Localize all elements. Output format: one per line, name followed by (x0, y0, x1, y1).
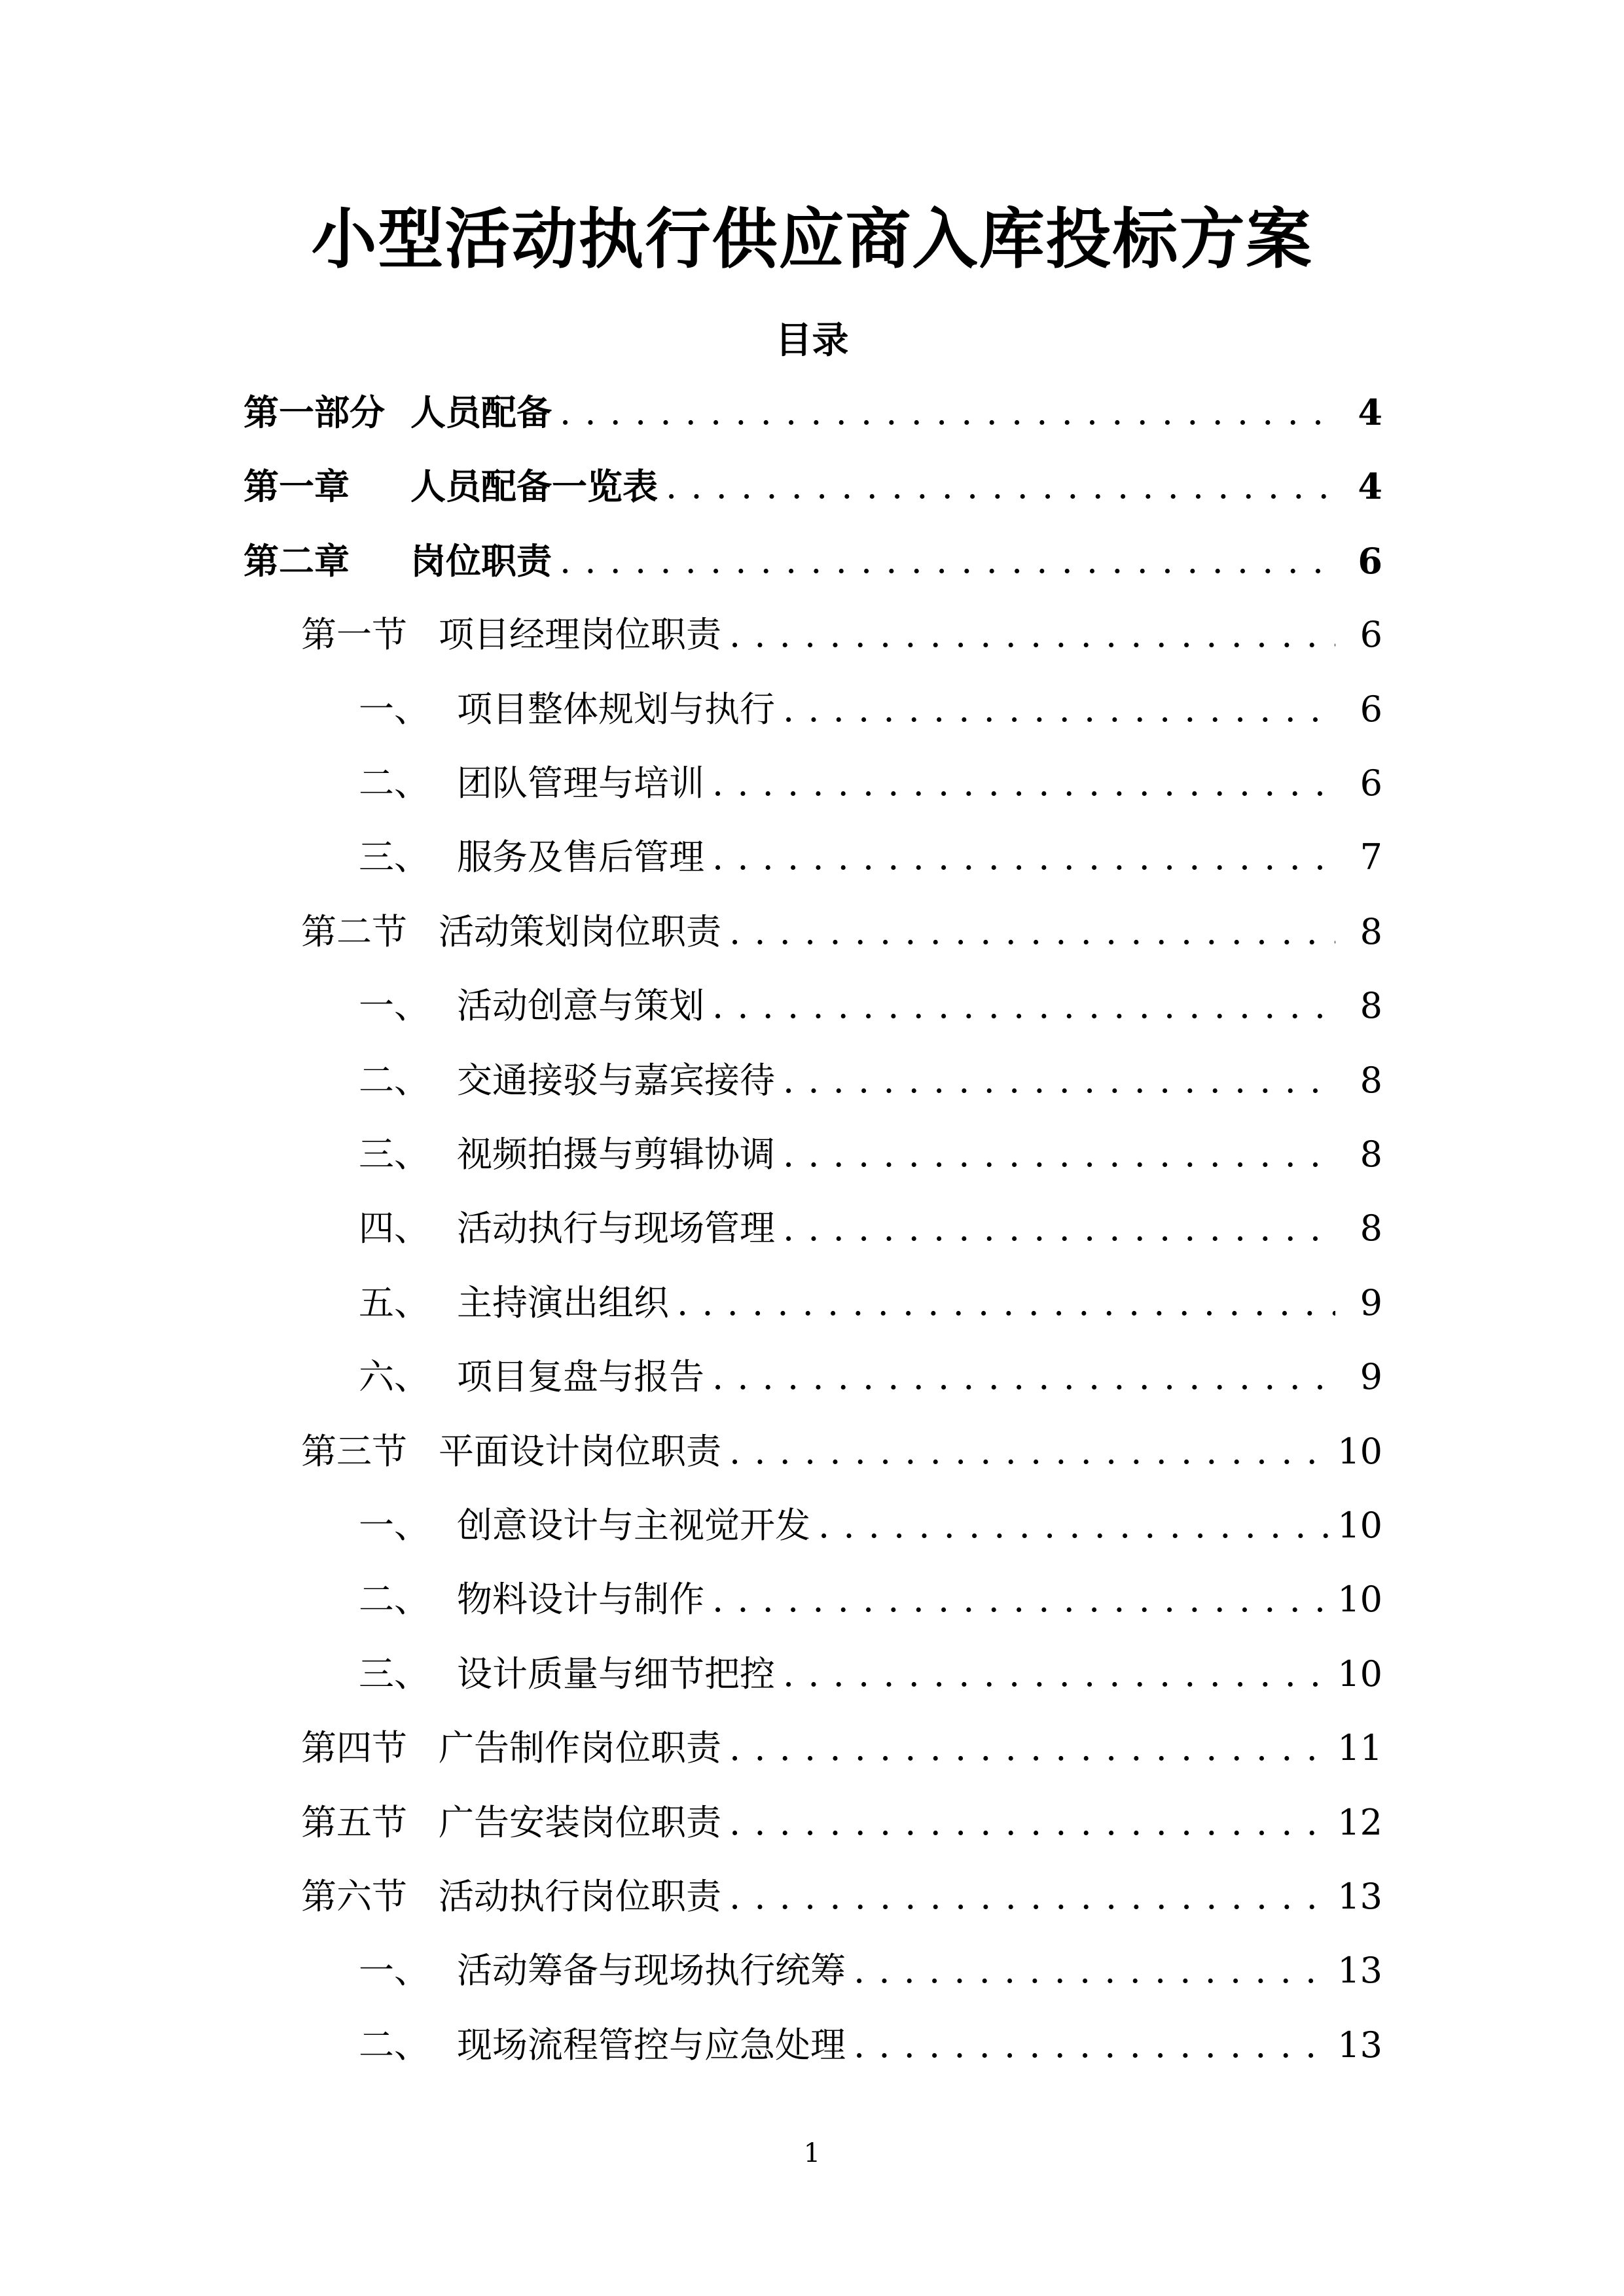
page-number: 1 (803, 2138, 821, 2168)
toc-entry-number: 三、 (359, 1653, 429, 1695)
toc-entry-label (359, 1945, 846, 1997)
toc-dot-leader (729, 1797, 1329, 1849)
toc-dot-leader (712, 1351, 1335, 1403)
toc-entry-page: 12 (1337, 1801, 1382, 1843)
toc-dot-leader (783, 1648, 1329, 1700)
toc-entry-number: 第三节 (301, 1430, 407, 1472)
toc-entry[interactable] (359, 757, 1382, 810)
toc-entry[interactable] (359, 1499, 1382, 1552)
toc-entry-title: 活动筹备与现场执行统筹 (457, 1950, 846, 1992)
toc-dot-leader (712, 980, 1335, 1032)
toc-entry-number: 第四节 (301, 1727, 407, 1769)
toc-entry[interactable] (359, 683, 1382, 736)
toc-entry-label (244, 535, 552, 587)
toc-entry[interactable] (359, 831, 1382, 884)
toc-dot-leader (560, 386, 1335, 439)
toc-dot-leader (783, 1128, 1335, 1181)
toc-entry-number: 三、 (359, 1134, 429, 1175)
toc-entry-number: 第一节 (301, 614, 407, 656)
toc-dot-leader (783, 683, 1335, 736)
toc-entry[interactable] (244, 386, 1382, 439)
toc-entry-number: 二、 (359, 1059, 429, 1101)
toc-entry-page: 6 (1360, 762, 1382, 804)
toc-entry-number: 二、 (359, 762, 429, 804)
toc-entry-title: 活动创意与策划 (457, 985, 704, 1027)
toc-entry-page: 8 (1360, 985, 1382, 1027)
toc-entry-title: 视频拍摄与剪辑协调 (457, 1134, 775, 1175)
toc-heading: 目录 (775, 319, 849, 362)
toc-entry[interactable] (301, 1871, 1382, 1923)
toc-entry[interactable] (301, 1797, 1382, 1849)
toc-entry-label (359, 1648, 775, 1700)
toc-entry-title: 广告制作岗位职责 (439, 1727, 721, 1769)
toc-entry[interactable] (359, 1648, 1382, 1700)
toc-entry-label (359, 1573, 704, 1626)
toc-entry-number: 一、 (359, 1505, 429, 1546)
toc-dot-leader (712, 1573, 1329, 1626)
toc-entry-label (301, 1871, 721, 1923)
toc-dot-leader (818, 1499, 1329, 1552)
toc-entry-label (359, 757, 704, 810)
toc-entry-page: 9 (1360, 1282, 1382, 1323)
toc-entry-title: 项目经理岗位职责 (439, 614, 721, 656)
toc-entry-number: 第一部分 (244, 391, 385, 433)
toc-dot-leader (712, 757, 1335, 810)
toc-entry[interactable] (301, 1722, 1382, 1774)
toc-entry-page: 11 (1337, 1727, 1382, 1769)
toc-entry[interactable] (301, 906, 1382, 958)
toc-entry[interactable] (359, 1573, 1382, 1626)
toc-entry[interactable] (359, 1945, 1382, 1997)
toc-entry-title: 团队管理与培训 (457, 762, 704, 804)
toc-entry-title: 项目整体规划与执行 (457, 688, 775, 730)
toc-dot-leader (783, 1202, 1335, 1255)
toc-entry-title: 活动执行与现场管理 (457, 1208, 775, 1249)
toc-entry-page: 9 (1360, 1356, 1382, 1398)
toc-entry-title: 创意设计与主视觉开发 (457, 1505, 810, 1546)
toc-entry[interactable] (359, 1277, 1382, 1329)
toc-entry-title: 活动执行岗位职责 (439, 1876, 721, 1917)
toc-entry[interactable] (244, 460, 1382, 512)
toc-dot-leader (854, 1945, 1329, 1997)
toc-entry-number: 第一章 (244, 465, 350, 508)
toc-entry-label (359, 1277, 669, 1329)
toc-entry-page: 4 (1358, 465, 1382, 508)
toc-entry-number: 第二章 (244, 539, 350, 582)
toc-entry-title: 物料设计与制作 (457, 1579, 704, 1621)
toc-dot-leader (729, 1871, 1329, 1923)
toc-entry[interactable] (359, 1054, 1382, 1107)
toc-entry-number: 二、 (359, 2024, 429, 2066)
toc-entry-label (359, 2019, 846, 2072)
toc-dot-leader (854, 2019, 1329, 2072)
toc-entry-number: 一、 (359, 985, 429, 1027)
toc-entry[interactable] (359, 1351, 1382, 1403)
toc-entry-page: 13 (1337, 1876, 1382, 1917)
toc-entry-number: 第五节 (301, 1801, 407, 1843)
toc-entry-label (359, 1351, 704, 1403)
toc-entry-page: 10 (1337, 1579, 1382, 1621)
toc-entry[interactable] (359, 2019, 1382, 2072)
toc-entry-page: 8 (1360, 910, 1382, 952)
toc-entry[interactable] (301, 1426, 1382, 1478)
toc-entry-title: 项目复盘与报告 (457, 1356, 704, 1398)
toc-entry-label (244, 386, 552, 439)
toc-entry-title: 交通接驳与嘉宾接待 (457, 1059, 775, 1101)
toc-entry-label (301, 609, 721, 661)
toc-entry-title: 活动策划岗位职责 (439, 910, 721, 952)
toc-entry[interactable] (359, 1202, 1382, 1255)
toc-dot-leader (729, 1722, 1329, 1774)
toc-entry-title: 服务及售后管理 (457, 836, 704, 878)
toc-entry-page: 4 (1358, 391, 1382, 433)
toc-dot-leader (783, 1054, 1335, 1107)
toc-dot-leader (712, 831, 1335, 884)
toc-entry-number: 三、 (359, 836, 429, 878)
toc-entry-label (301, 1426, 721, 1478)
toc-entry-label (301, 1797, 721, 1849)
toc-entry-title: 广告安装岗位职责 (439, 1801, 721, 1843)
toc-entry-title: 岗位职责 (410, 539, 552, 582)
toc-entry-number: 五、 (359, 1282, 429, 1323)
toc-dot-leader (729, 1426, 1329, 1478)
toc-entry-page: 6 (1358, 539, 1382, 582)
toc-entry-page: 13 (1337, 2024, 1382, 2066)
toc-entry-title: 人员配备一览表 (410, 465, 658, 508)
toc-entry-number: 二、 (359, 1579, 429, 1621)
toc-entry-page: 8 (1360, 1208, 1382, 1249)
toc-entry-title: 设计质量与细节把控 (457, 1653, 775, 1695)
toc-entry-page: 7 (1360, 836, 1382, 878)
toc-entry-page: 6 (1360, 688, 1382, 730)
toc-entry-title: 平面设计岗位职责 (439, 1430, 721, 1472)
toc-entry-label (244, 460, 658, 512)
toc-entry-page: 13 (1337, 1950, 1382, 1992)
toc-entry-number: 第二节 (301, 910, 407, 952)
toc-entry-label (359, 1499, 810, 1552)
toc-entry-page: 10 (1337, 1653, 1382, 1695)
toc-entry-number: 一、 (359, 688, 429, 730)
toc-entry[interactable] (301, 609, 1382, 661)
toc-entry-number: 第六节 (301, 1876, 407, 1917)
toc-dot-leader (666, 460, 1335, 512)
toc-entry-label (359, 831, 704, 884)
toc-entry-page: 8 (1360, 1134, 1382, 1175)
toc-entry-title: 现场流程管控与应急处理 (457, 2024, 846, 2066)
toc-entry-number: 四、 (359, 1208, 429, 1249)
toc-entry[interactable] (359, 1128, 1382, 1181)
toc-entry-label (359, 1054, 775, 1107)
toc-entry-number: 一、 (359, 1950, 429, 1992)
toc-dot-leader (729, 609, 1335, 661)
toc-entry-title: 主持演出组织 (457, 1282, 669, 1323)
toc-entry-label (359, 980, 704, 1032)
toc-entry-title: 人员配备 (410, 391, 552, 433)
toc-entry-label (301, 906, 721, 958)
toc-dot-leader (729, 906, 1335, 958)
toc-entry-page: 10 (1337, 1505, 1382, 1546)
toc-entry-number: 六、 (359, 1356, 429, 1398)
toc-entry-label (301, 1722, 721, 1774)
toc-entry-page: 8 (1360, 1059, 1382, 1101)
toc-dot-leader (677, 1277, 1335, 1329)
toc-entry-label (359, 1128, 775, 1181)
toc-entry-label (359, 683, 775, 736)
toc-dot-leader (560, 535, 1335, 587)
toc-entry-page: 6 (1360, 614, 1382, 656)
toc-entry-label (359, 1202, 775, 1255)
toc-entry[interactable] (244, 535, 1382, 587)
toc-entry[interactable] (359, 980, 1382, 1032)
toc-entry-page: 10 (1337, 1430, 1382, 1472)
document-title: 小型活动执行供应商入库投标方案 (311, 200, 1313, 278)
